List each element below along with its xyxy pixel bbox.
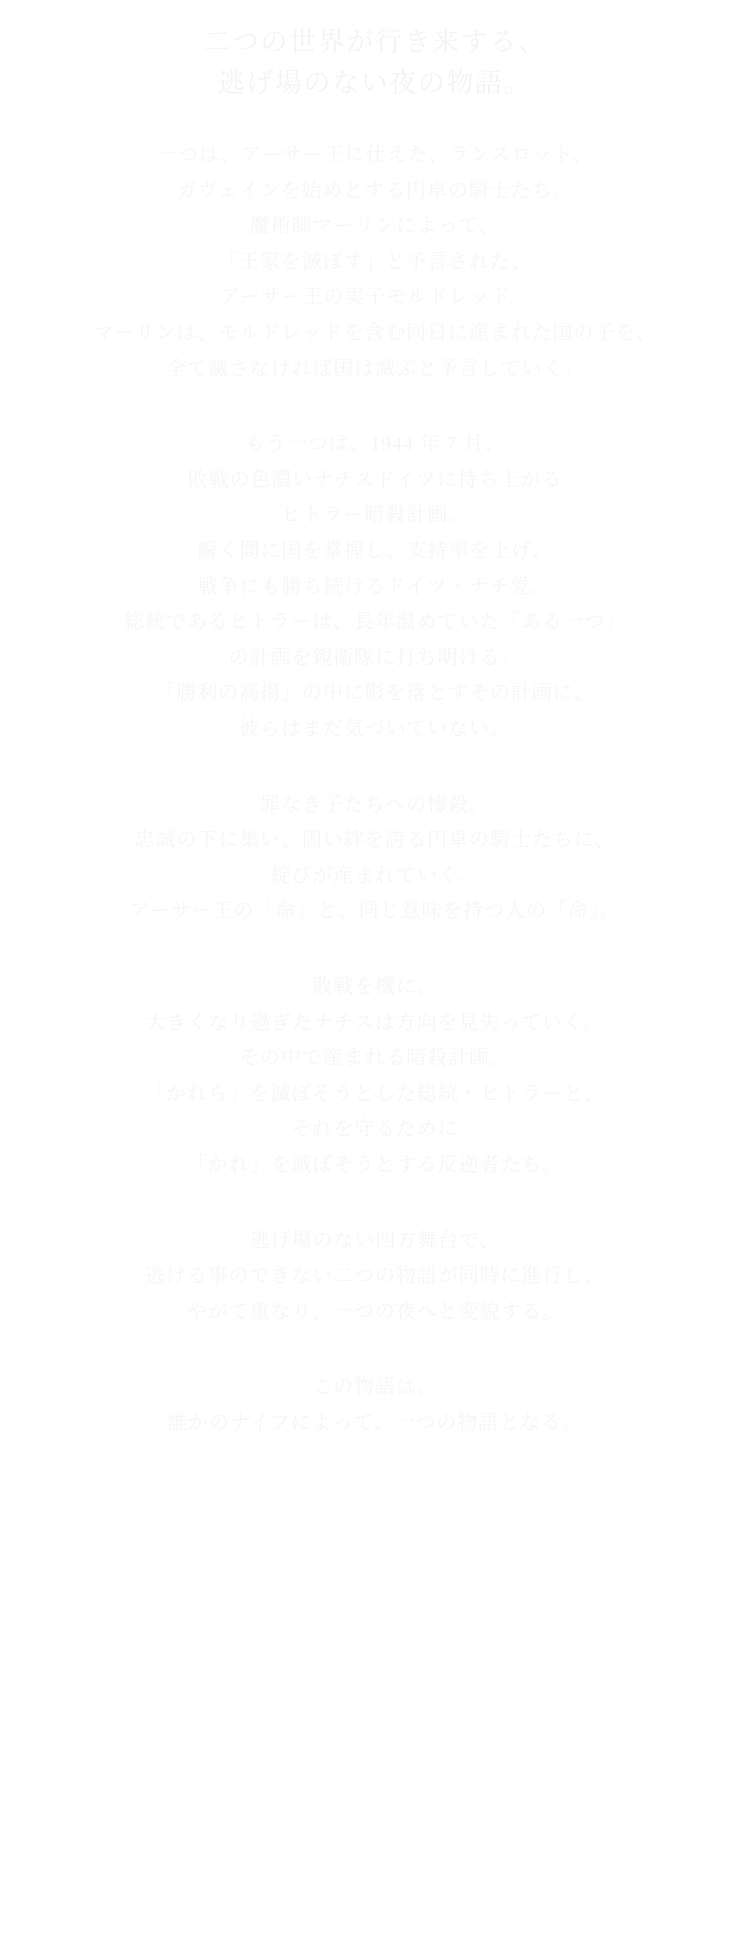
paragraph-line: 大きくなり過ぎたナチスは方向を見失っていく。 xyxy=(145,1011,605,1034)
page-title-line: 二つの世界が行き来する、 xyxy=(203,27,547,57)
paragraph-line: 瞬く間に国を掌握し、支持率を上げ、 xyxy=(197,540,553,562)
paragraph-1 xyxy=(93,138,657,387)
paragraph-line: の計画を親衛隊に打ち明ける。 xyxy=(228,646,522,669)
paragraph-line: 逃げ場のない四方舞台で、 xyxy=(249,1229,501,1252)
paragraph-line: もう一つは、1944 年 7 月、 xyxy=(244,433,506,456)
paragraph-line: ガヴェインを始めとする円卓の騎士たち。 xyxy=(176,179,574,202)
paragraph-line: その中で産まれる暗殺計画。 xyxy=(239,1047,511,1070)
paragraph-line: 罪なき子たちへの惨殺。 xyxy=(260,793,490,816)
paragraph-line: 一つは、アーサー王に仕えた、ランスロット、 xyxy=(157,144,593,167)
paragraph-line: 魔術師マーリンによって、 xyxy=(249,215,501,238)
paragraph-3 xyxy=(130,788,621,930)
paragraph-line: 敗戦を機に、 xyxy=(312,975,438,998)
paragraph-line: 敗戦の色濃いナチスドイツに持ち上がる xyxy=(187,468,563,491)
paragraph-6 xyxy=(167,1370,583,1441)
paragraph-4 xyxy=(145,970,605,1184)
paragraph-line: 忠誠の下に集い、固い絆を誇る円卓の騎士たちに、 xyxy=(134,829,616,852)
paragraph-line: マーリンは、モルドレッドを含む同日に産まれた国の子を、 xyxy=(92,322,658,345)
paragraph-line: 「王家を滅ぼす」と予言された、 xyxy=(218,250,532,273)
paragraph-line: 総統であるヒトラーは、長年温めていた「ある一つ」 xyxy=(124,611,626,634)
paragraph-line: 「勝利の高揚」の中に影を落とすその計画に、 xyxy=(155,682,595,705)
paragraph-line: それを守るために xyxy=(291,1118,459,1141)
paragraph-line: ヒトラー暗殺計画。 xyxy=(280,504,470,527)
paragraph-line: やがて重なり、一つの夜へと変貌する。 xyxy=(186,1300,564,1323)
paragraph-line: 綻びが産まれていく。 xyxy=(270,864,480,887)
paragraph-line: 全て滅さなければ国は滅ぶと予言していく。 xyxy=(166,357,584,380)
paragraph-line: 「かれ」を滅ぼそうとする反逆者たち。 xyxy=(186,1153,564,1176)
paragraph-line: 戦争にも勝ち続けるドイツ・ナチ党。 xyxy=(197,575,553,598)
paragraph-line: 逃げる事のできない二つの物語が同時に進行し、 xyxy=(145,1265,605,1288)
paragraph-2 xyxy=(124,427,626,747)
paragraph-line: この物語は、 xyxy=(312,1376,438,1399)
page-title xyxy=(203,22,546,104)
paragraph-line: 彼らはまだ気づいていない。 xyxy=(239,717,511,740)
paragraph-line: アーサー王の実子モルドレッド。 xyxy=(219,286,531,309)
paragraph-5 xyxy=(145,1224,605,1331)
paragraph-line: 「かれら」を滅ぼそうとした総統・ヒトラーと、 xyxy=(145,1082,605,1105)
paragraph-line: アーサー王の「命」と、同じ意味を持つ人の「命」。 xyxy=(129,900,621,923)
paragraph-line: 誰かのナイフによって、一つの物語となる。 xyxy=(167,1411,583,1434)
page-title-line: 逃げ場のない夜の物語。 xyxy=(217,68,533,99)
